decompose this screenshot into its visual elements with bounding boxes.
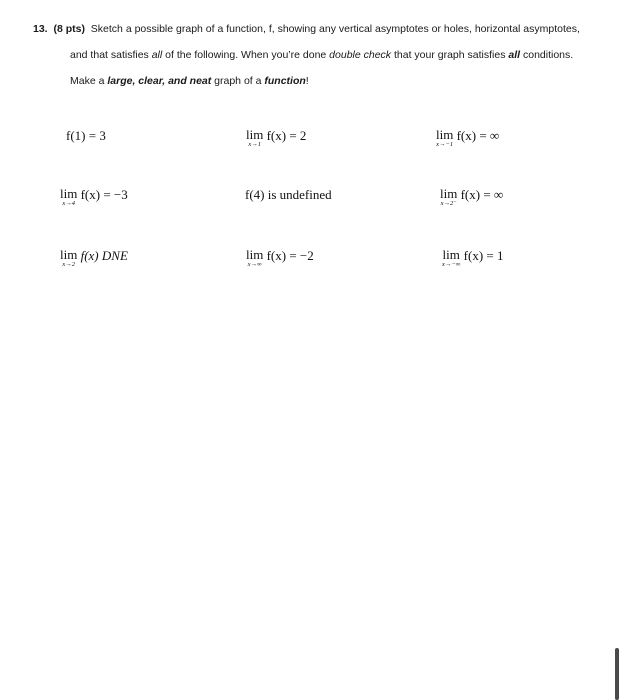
limit-expression: f(x) = 1	[463, 248, 504, 263]
lim-word: lim	[436, 127, 454, 142]
limit-operator	[60, 248, 77, 268]
limit-operator	[246, 248, 263, 268]
limit-operator	[442, 248, 460, 268]
line2-text-c: that your graph satisfies	[391, 49, 509, 61]
condition-f1-equals-3	[66, 128, 106, 143]
limit-expression: f(x) = 2	[266, 128, 307, 143]
lim-word: lim	[246, 247, 264, 262]
limit-operator	[246, 128, 263, 148]
line2-text-b: of the following. When you’re done	[162, 49, 330, 61]
problem-points: (8 pts)	[53, 23, 85, 35]
problem-line-1-text: Sketch a possible graph of a function, f, showing any vertical asymptotes or holes, horizontal asymptotes,	[90, 23, 580, 35]
condition-f4-text: f(4) is undefined	[245, 187, 332, 202]
lim-word: lim	[60, 186, 78, 201]
line3-text-e: !	[305, 75, 309, 87]
lim-word: lim	[442, 247, 460, 262]
limit-expression: f(x) = ∞	[456, 128, 500, 143]
line3-large-clear-neat: large, clear, and neat	[107, 75, 212, 87]
condition-limit-x-to-2-minus	[440, 187, 503, 207]
line2-text-a: and that satisfies	[70, 49, 152, 61]
problem-line-2	[70, 48, 573, 62]
limit-expression: f(x) DNE	[80, 248, 128, 263]
condition-limit-x-to-neg1	[436, 128, 499, 148]
condition-f1-text: f(1) = 3	[66, 128, 106, 143]
line3-text-c: graph of a	[211, 75, 265, 87]
lim-subscript: x→−1	[436, 141, 454, 148]
limit-operator	[440, 187, 457, 207]
lim-word: lim	[440, 186, 458, 201]
condition-limit-x-to-infinity	[246, 248, 314, 268]
lim-subscript: x→2	[62, 261, 75, 268]
condition-limit-x-to-neg-infinity	[442, 248, 503, 268]
condition-limit-x-to-4	[60, 187, 128, 207]
lim-subscript: x→−∞	[442, 261, 461, 268]
lim-subscript: x→∞	[247, 261, 262, 268]
problem-number: 13.	[33, 23, 48, 35]
line2-all-emphasis: all	[151, 49, 163, 61]
problem-line-1	[33, 22, 580, 36]
lim-word: lim	[60, 247, 78, 262]
limit-expression: f(x) = −3	[80, 187, 128, 202]
line3-function-emphasis: function	[264, 75, 306, 87]
lim-subscript: x→2⁻	[440, 200, 457, 207]
limit-operator	[60, 187, 77, 207]
lim-subscript: x→1	[248, 141, 261, 148]
problem-line-3	[70, 74, 309, 88]
vertical-scrollbar-thumb[interactable]	[615, 648, 619, 700]
condition-limit-x-to-1	[246, 128, 306, 148]
condition-f4-undefined	[245, 187, 332, 202]
lim-word: lim	[246, 127, 264, 142]
line3-text-a: Make a	[70, 75, 108, 87]
line2-double-check-emphasis: double check	[329, 49, 392, 61]
limit-expression: f(x) = ∞	[460, 187, 504, 202]
line2-all-bold-emphasis: all	[508, 49, 521, 61]
line2-text-d: conditions.	[520, 49, 574, 61]
condition-limit-x-to-2	[60, 248, 128, 268]
limit-operator	[436, 128, 453, 148]
limit-expression: f(x) = −2	[266, 248, 314, 263]
lim-subscript: x→4	[62, 200, 75, 207]
